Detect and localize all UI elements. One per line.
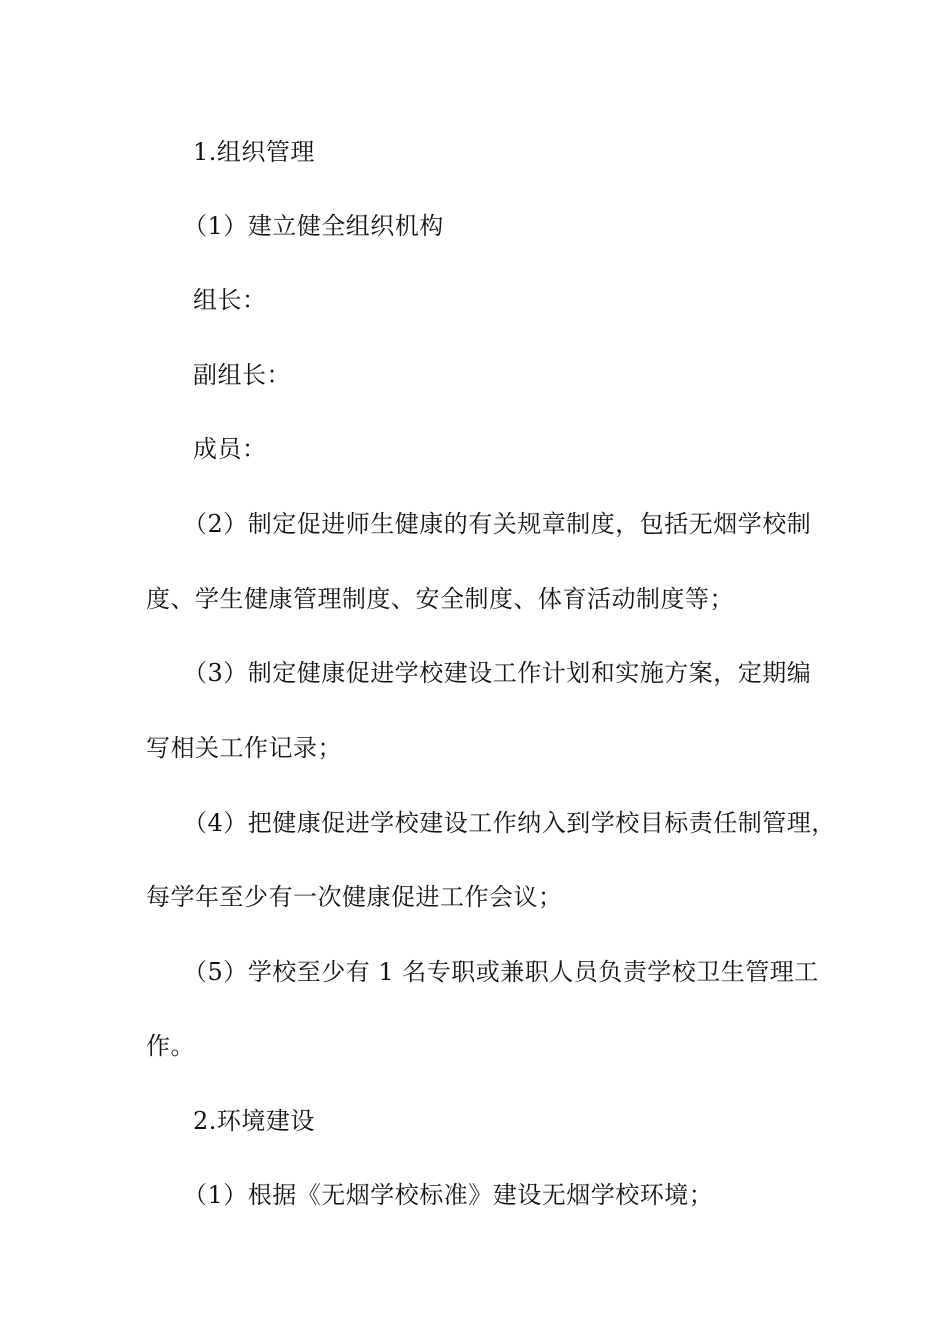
paragraph-line: 副组长： <box>193 361 291 389</box>
paragraph-line: （4）把健康促进学校建设工作纳入到学校目标责任制管理， <box>183 809 836 837</box>
paragraph-line: 成员： <box>193 435 267 463</box>
paragraph-line: （1）建立健全组织机构 <box>183 212 444 240</box>
section-heading-environment: 2.环境建设 <box>193 1107 315 1135</box>
paragraph-line: 组长： <box>193 286 267 314</box>
paragraph-line: 作。 <box>146 1032 195 1060</box>
paragraph-line: 每学年至少有一次健康促进工作会议； <box>146 883 563 911</box>
paragraph-line: 度、学生健康管理制度、安全制度、体育活动制度等； <box>146 585 734 613</box>
paragraph-line: 写相关工作记录； <box>146 734 342 762</box>
section-heading-organization: 1.组织管理 <box>193 138 315 166</box>
paragraph-line: （3）制定健康促进学校建设工作计划和实施方案，定期编 <box>183 659 812 687</box>
paragraph-line: （1）根据《无烟学校标准》建设无烟学校环境； <box>183 1181 714 1209</box>
paragraph-line: （5）学校至少有 1 名专职或兼职人员负责学校卫生管理工 <box>183 958 819 986</box>
paragraph-line: （2）制定促进师生健康的有关规章制度，包括无烟学校制 <box>183 510 812 538</box>
